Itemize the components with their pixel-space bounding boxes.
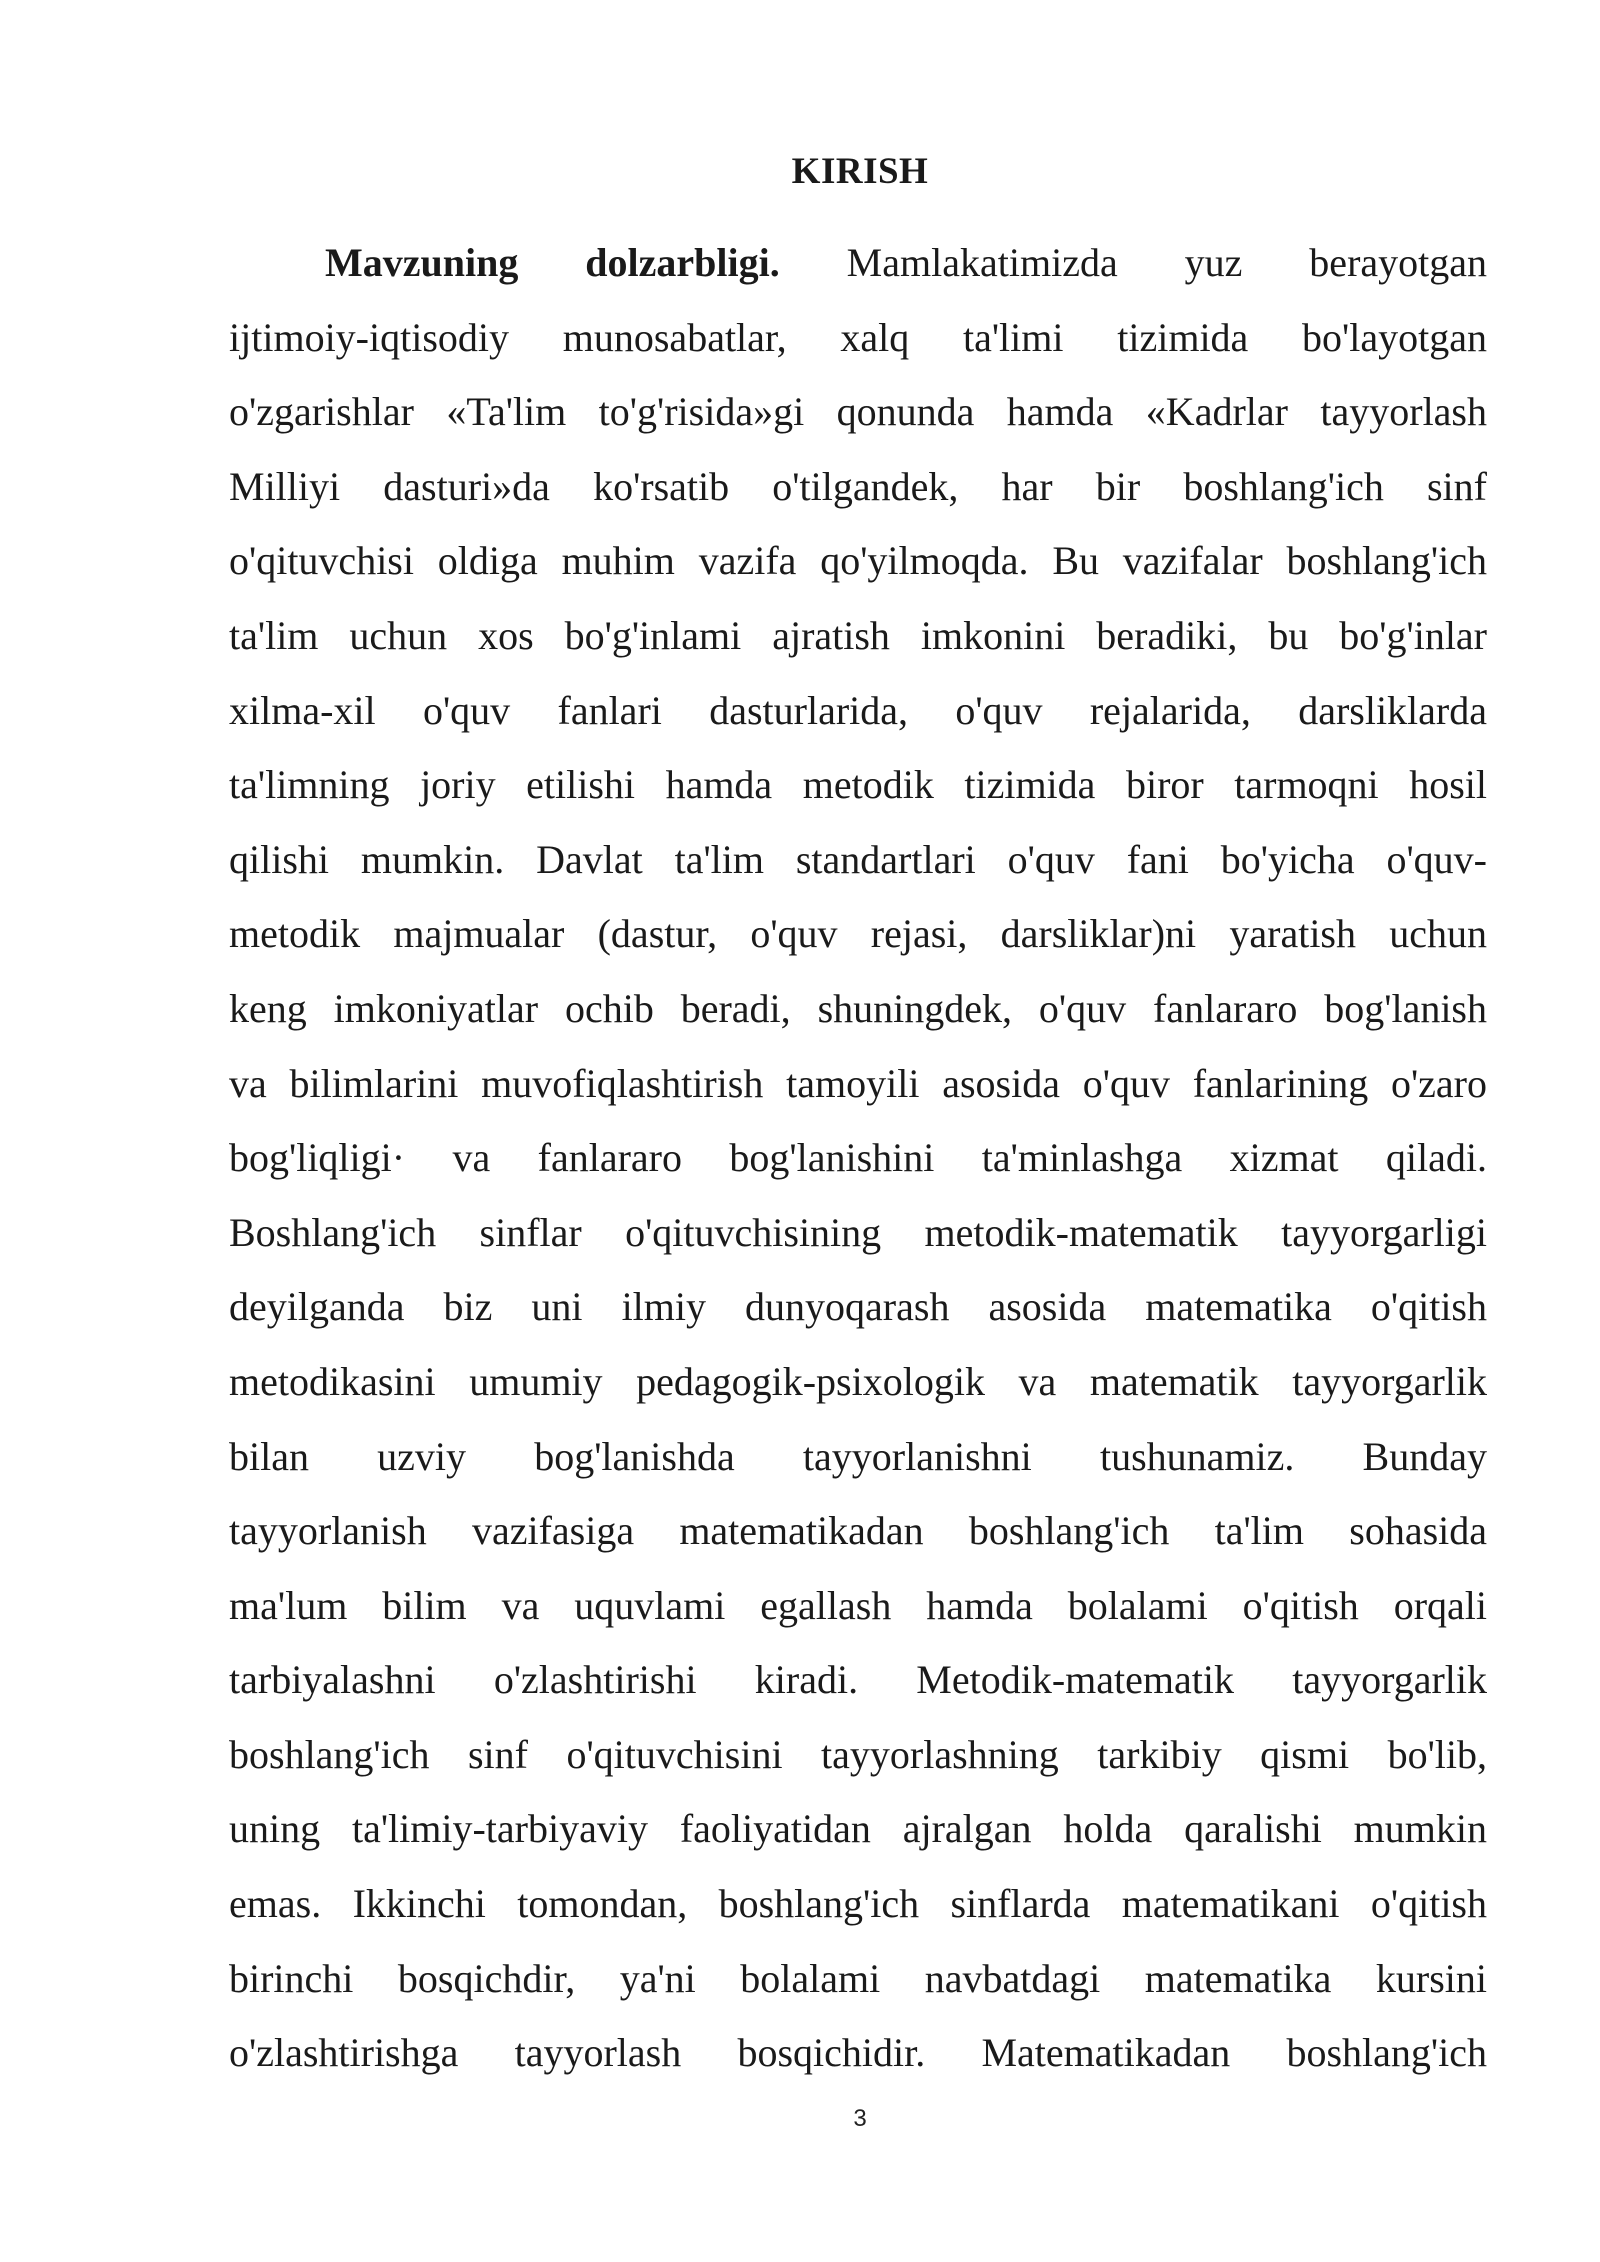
page-number: 3	[853, 2105, 867, 2132]
paragraph-line: ta'lim uchun xos bo'g'inlami ajratish imkonini beradiki, bu bo'g'inlar	[229, 612, 1487, 658]
paragraph-line: metodikasini umumiy pedagogik-psixologik va matematik tayyorgarlik	[229, 1358, 1487, 1404]
paragraph-line: xilma-xil o'quv fanlari dasturlarida, o'quv rejalarida, darsliklarda	[229, 687, 1487, 733]
paragraph-line: uning ta'limiy-tarbiyaviy faoliyatidan ajralgan holda qaralishi mumkin	[229, 1806, 1487, 1852]
paragraph-line: keng imkoniyatlar ochib beradi, shuningdek, o'quv fanlararo bog'lanish	[229, 985, 1487, 1031]
paragraph-line: ijtimoiy-iqtisodiy munosabatlar, xalq ta'limi tizimida bo'layotgan	[229, 314, 1487, 360]
paragraph-line: o'zgarishlar «Ta'lim to'g'risida»gi qonunda hamda «Kadrlar tayyorlash	[229, 389, 1487, 435]
paragraph-line: o'zlashtirishga tayyorlash bosqichidir. Matematikadan boshlang'ich	[229, 2030, 1487, 2076]
line-text: Mamlakatimizda yuz berayotgan	[779, 240, 1488, 285]
paragraph-line: emas. Ikkinchi tomondan, boshlang'ich sinflarda matematikani o'qitish	[229, 1881, 1487, 1927]
paragraph-line: Boshlang'ich sinflar o'qituvchisining metodik-matematik tayyorgarligi	[229, 1209, 1487, 1255]
paragraph-line: ta'limning joriy etilishi hamda metodik tizimida biror tarmoqni hosil	[229, 762, 1487, 808]
paragraph-line: bilan uzviy bog'lanishda tayyorlanishni tushunamiz. Bunday	[229, 1433, 1487, 1479]
paragraph-line: bog'liqligi· va fanlararo bog'lanishini ta'minlashga xizmat qiladi.	[229, 1135, 1487, 1181]
paragraph-line: o'qituvchisi oldiga muhim vazifa qo'yilmoqda. Bu vazifalar boshlang'ich	[229, 538, 1487, 584]
intro-bold-phrase: Mavzuning dolzarbligi.	[325, 240, 780, 285]
paragraph-line: deyilganda biz uni ilmiy dunyoqarash asosida matematika o'qitish	[229, 1284, 1487, 1330]
paragraph-line: birinchi bosqichdir, ya'ni bolalami navbatdagi matematika kursini	[229, 1955, 1487, 2001]
paragraph-line: boshlang'ich sinf o'qituvchisini tayyorlashning tarkibiy qismi bo'lib,	[229, 1731, 1487, 1777]
paragraph-line: metodik majmualar (dastur, o'quv rejasi, darsliklar)ni yaratish uchun	[229, 911, 1487, 957]
paragraph-line: tayyorlanish vazifasiga matematikadan boshlang'ich ta'lim sohasida	[229, 1508, 1487, 1554]
body-paragraph	[229, 226, 1487, 2091]
paragraph-line: ma'lum bilim va uquvlami egallash hamda bolalami o'qitish orqali	[229, 1582, 1487, 1628]
paragraph-line: qilishi mumkin. Davlat ta'lim standartlari o'quv fani bo'yicha o'quv-	[229, 836, 1487, 882]
paragraph-line: tarbiyalashni o'zlashtirishi kiradi. Metodik-matematik tayyorgarlik	[229, 1657, 1487, 1703]
paragraph-line: va bilimlarini muvofiqlashtirish tamoyili asosida o'quv fanlarining o'zaro	[229, 1060, 1487, 1106]
section-heading: KIRISH	[791, 151, 929, 192]
paragraph-line: Milliyi dasturi»da ko'rsatib o'tilgandek, har bir boshlang'ich sinf	[229, 463, 1487, 509]
paragraph-line	[229, 226, 1487, 301]
